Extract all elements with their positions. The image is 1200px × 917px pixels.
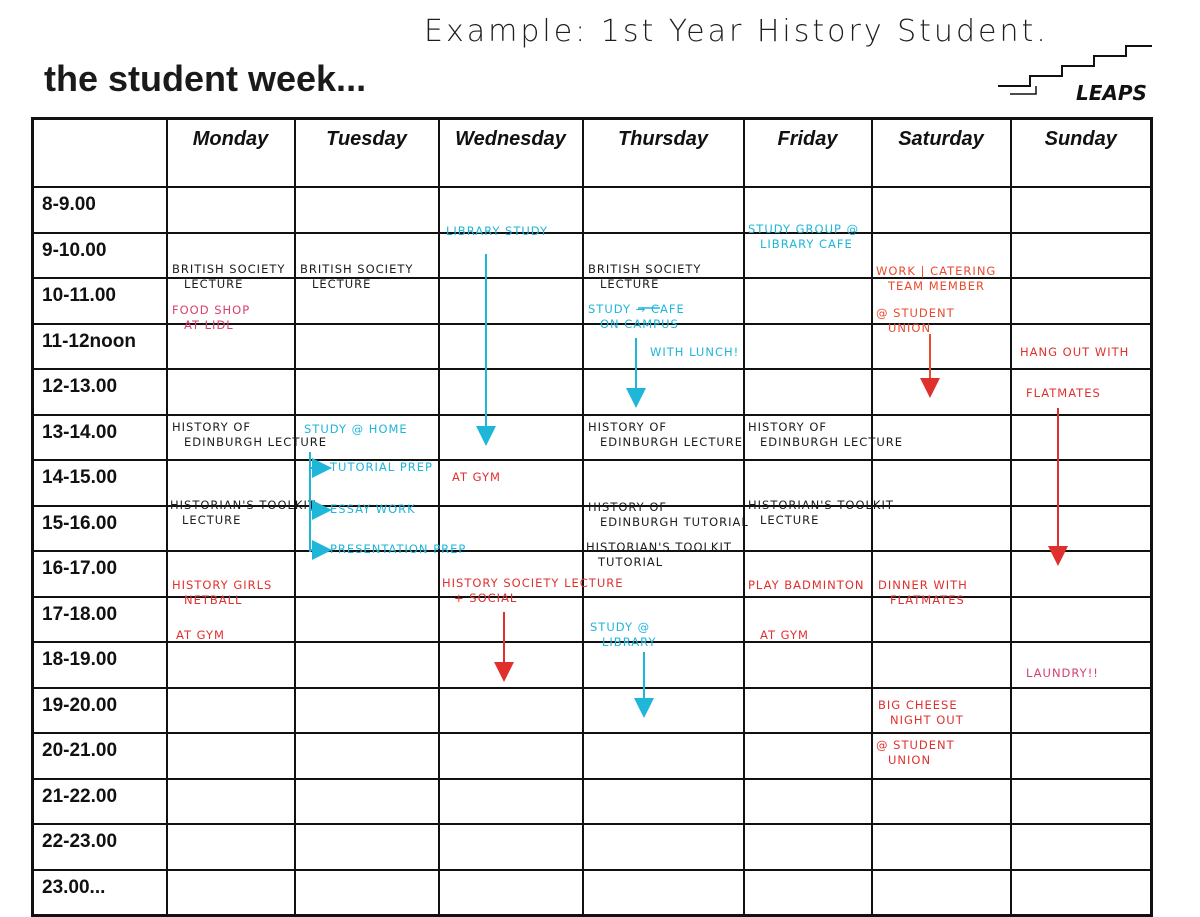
entry-wednesday-history-society: HISTORY SOCIETY LECTURE + SOCIAL: [442, 576, 624, 605]
entry-saturday-work: WORK | CATERING TEAM MEMBER: [876, 264, 997, 293]
entry-sunday-laundry: LAUNDRY!!: [1026, 666, 1099, 680]
time-row: [33, 870, 1152, 916]
entry-thursday-history-edinburgh: HISTORY OF EDINBURGH LECTURE: [588, 420, 744, 449]
entry-monday-toolkit: HISTORIAN'S TOOLKIT LECTURE: [170, 498, 316, 527]
entry-saturday-student-union-2: @ STUDENT UNION: [876, 738, 955, 767]
entry-thursday-with-lunch: WITH LUNCH!: [650, 345, 740, 359]
time-slot-label: 21-22.00: [33, 779, 167, 825]
entry-thursday-history-tutorial: HISTORY OF EDINBURGH TUTORIAL: [588, 500, 749, 529]
time-slot-label: 9-10.00: [33, 233, 167, 279]
timetable-cell: [1011, 870, 1152, 916]
day-header-tuesday: Tuesday: [295, 119, 439, 188]
logo-text: LEAPS: [1076, 81, 1147, 102]
entry-wednesday-gym: AT GYM: [452, 470, 501, 484]
entry-friday-gym: AT GYM: [760, 628, 809, 642]
time-slot-label: 23.00...: [33, 870, 167, 916]
time-slot-label: 10-11.00: [33, 278, 167, 324]
entry-thursday-toolkit-tutorial: HISTORIAN'S TOOLKIT TUTORIAL: [586, 540, 732, 569]
time-slot-label: 20-21.00: [33, 733, 167, 779]
time-slot-label: 17-18.00: [33, 597, 167, 643]
timetable-cell: [744, 870, 872, 916]
entry-monday-history-edinburgh: HISTORY OF EDINBURGH LECTURE: [172, 420, 328, 449]
day-header-friday: Friday: [744, 119, 872, 188]
day-header-sunday: Sunday: [1011, 119, 1152, 188]
timetable-cell: [439, 870, 583, 916]
entry-monday-gym: AT GYM: [176, 628, 225, 642]
entry-saturday-student-union: @ STUDENT UNION: [876, 306, 955, 335]
time-slot-label: 13-14.00: [33, 415, 167, 461]
entry-saturday-big-cheese: BIG CHEESE NIGHT OUT: [878, 698, 964, 727]
timetable-cell: [872, 870, 1011, 916]
time-slot-label: 18-19.00: [33, 642, 167, 688]
entry-monday-netball: HISTORY GIRLS NETBALL: [172, 578, 273, 607]
time-slot-label: 16-17.00: [33, 551, 167, 597]
entry-tuesday-essay: ESSAY WORK: [330, 502, 416, 516]
time-slot-label: 15-16.00: [33, 506, 167, 552]
entry-tuesday-presentation: PRESENTATION PREP: [330, 542, 467, 556]
timetable-cell: [295, 870, 439, 916]
day-header-saturday: Saturday: [872, 119, 1011, 188]
entry-monday-food-shop: FOOD SHOP AT LIDL: [172, 303, 251, 332]
entry-friday-history-edinburgh: HISTORY OF EDINBURGH LECTURE: [748, 420, 904, 449]
day-header-monday: Monday: [167, 119, 295, 188]
entry-sunday-flatmates: FLATMATES: [1026, 386, 1101, 400]
day-header-thursday: Thursday: [583, 119, 744, 188]
entry-saturday-dinner: DINNER WITH FLATMATES: [878, 578, 968, 607]
entry-friday-study-group: STUDY GROUP @ LIBRARY CAFE: [748, 222, 860, 251]
entry-tuesday-study-home: STUDY @ HOME: [304, 422, 408, 436]
timetable-cell: [167, 870, 295, 916]
time-slot-label: 14-15.00: [33, 460, 167, 506]
entry-tuesday-british-society: BRITISH SOCIETY LECTURE: [300, 262, 414, 291]
entry-wednesday-library: LIBRARY STUDY: [446, 224, 549, 238]
page-title: the student week...: [44, 58, 367, 99]
time-slot-label: 12-13.00: [33, 369, 167, 415]
entry-friday-toolkit: HISTORIAN'S TOOLKIT LECTURE: [748, 498, 894, 527]
time-slot-label: 8-9.00: [33, 187, 167, 233]
time-slot-label: 11-12noon: [33, 324, 167, 370]
entry-thursday-study-library: STUDY @ LIBRARY: [590, 620, 657, 649]
entry-sunday-hang-out: HANG OUT WITH: [1020, 345, 1130, 359]
entry-monday-british-society: BRITISH SOCIETY LECTURE: [172, 262, 286, 291]
day-header-wednesday: Wednesday: [439, 119, 583, 188]
time-slot-label: 19-20.00: [33, 688, 167, 734]
entry-friday-badminton: PLAY BADMINTON: [748, 578, 865, 592]
entry-thursday-study-cafe: STUDY → CAFE ON CAMPUS: [588, 302, 685, 331]
entry-thursday-british-society: BRITISH SOCIETY LECTURE: [588, 262, 702, 291]
entry-tuesday-tutorial-prep: TUTORIAL PREP: [330, 460, 433, 474]
example-caption: Example: 1st Year History Student.: [424, 14, 1049, 49]
time-slot-label: 22-23.00: [33, 824, 167, 870]
timetable-cell: [583, 870, 744, 916]
